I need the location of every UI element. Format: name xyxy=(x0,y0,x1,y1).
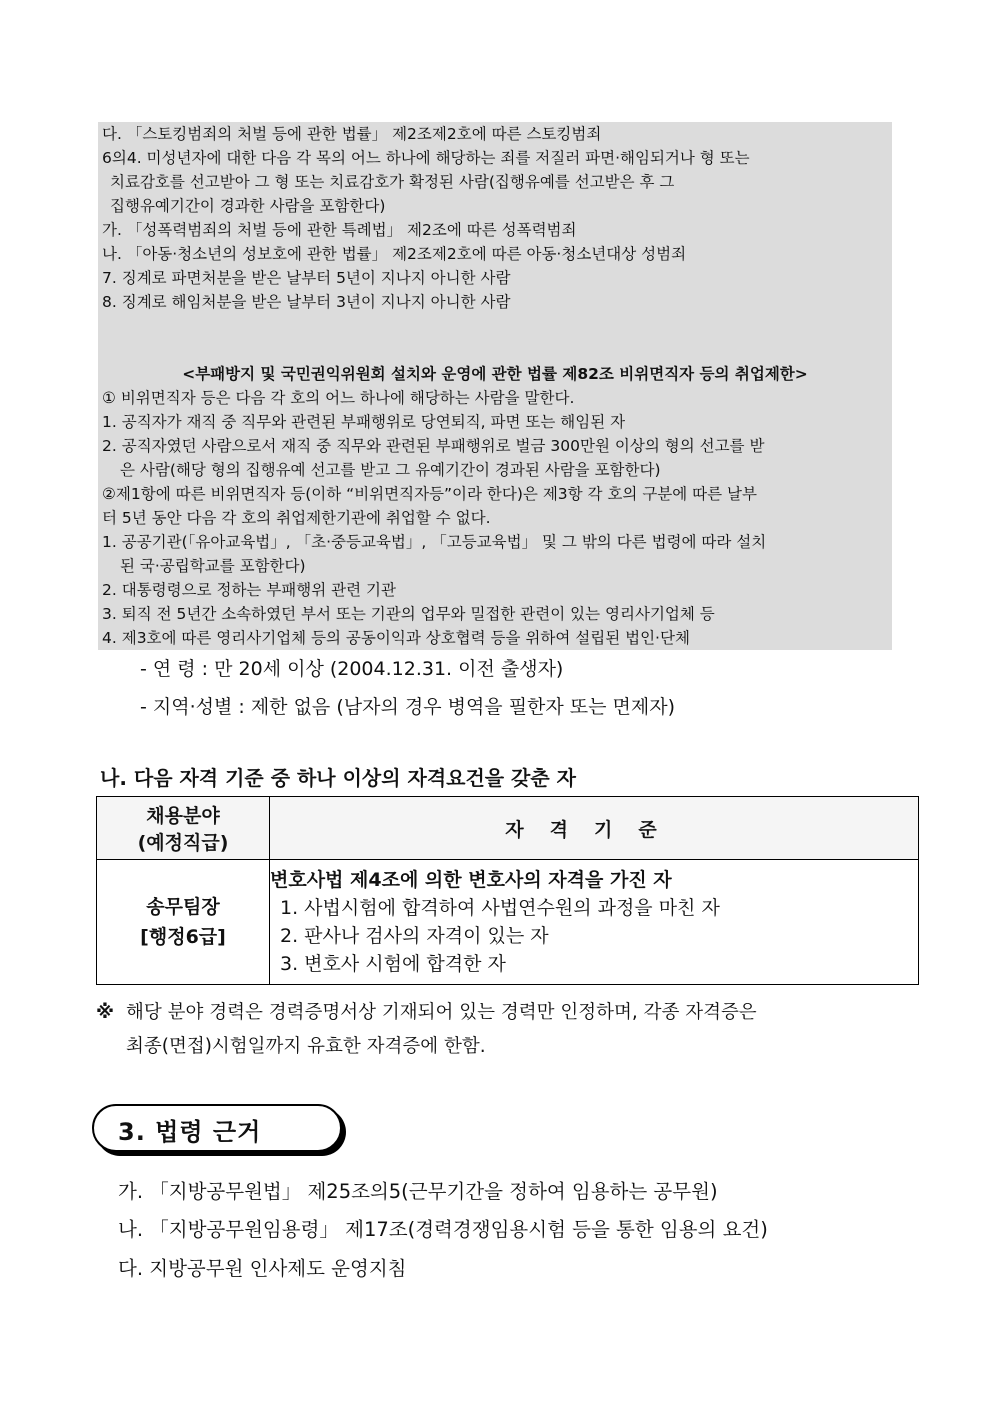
excerpt-line: 7. 징계로 파면처분을 받은 날부터 5년이 지나지 아니한 사람 xyxy=(102,269,511,287)
law-line: 3. 퇴직 전 5년간 소속하였던 부서 또는 기관의 업무와 밀접한 관련이 있는 영리사기업체 등 xyxy=(102,605,715,623)
excerpt-line: 집행유예기간이 경과한 사람을 포함한다) xyxy=(110,197,386,215)
criteria-item: 1. 사법시험에 합격하여 사법연수원의 과정을 마친 자 xyxy=(280,897,720,919)
law-line: 된 국·공립학교를 포함한다) xyxy=(120,557,306,575)
excerpt-line: 8. 징계로 해임처분을 받은 날부터 3년이 지나지 아니한 사람 xyxy=(102,293,511,311)
reference-mark-icon: ※ xyxy=(96,1002,114,1023)
law-line: 터 5년 동안 다음 각 호의 취업제한기관에 취업할 수 없다. xyxy=(102,509,491,527)
law-line: ① 비위면직자 등은 다음 각 호의 어느 하나에 해당하는 사람을 말한다. xyxy=(102,389,575,407)
excerpt-line: 다. 「스토킹범죄의 처벌 등에 관한 법률」 제2조제2호에 따른 스토킹범죄 xyxy=(102,125,602,143)
position-grade: [행정6급] xyxy=(140,926,226,948)
criteria-title: 변호사법 제4조에 의한 변호사의 자격을 가진 자 xyxy=(270,869,672,891)
age-requirement: - 연 령 : 만 20세 이상 (2004.12.31. 이전 출생자) xyxy=(140,658,564,680)
law-line: 1. 공직자가 재직 중 직무와 관련된 부패행위로 당연퇴직, 파면 또는 해임된 자 xyxy=(102,413,626,431)
region-gender-requirement: - 지역·성별 : 제한 없음 (남자의 경우 병역을 필한자 또는 면제자) xyxy=(140,696,676,718)
table-row xyxy=(97,860,919,985)
section-badge-label: 3. 법령 근거 xyxy=(118,1118,262,1146)
header-field-label: 채용분야 xyxy=(146,805,220,827)
excerpt-line: 6의4. 미성년자에 대한 다음 각 목의 어느 하나에 해당하는 죄를 저질러 파면·해임되거나 형 또는 xyxy=(102,149,750,167)
law-line: 2. 대통령령으로 정하는 부패행위 관련 기관 xyxy=(102,581,396,599)
qualification-heading: 나. 다음 자격 기준 중 하나 이상의 자격요건을 갖춘 자 xyxy=(100,766,576,790)
position-title: 송무팀장 xyxy=(146,896,220,918)
header-criteria-cell: 자격기준 xyxy=(270,797,919,860)
legal-basis-item: 가. 「지방공무원법」 제25조의5(근무기간을 정하여 임용하는 공무원) xyxy=(118,1180,718,1203)
position-cell xyxy=(97,860,270,985)
table-header-row xyxy=(97,797,919,860)
career-note xyxy=(96,996,916,1064)
law-line: 1. 공공기관(「유아교육법」, 「초·중등교육법」, 「고등교육법」 및 그 밖의 다른 법령에 따라 설치 xyxy=(102,533,767,551)
header-grade-label: (예정직급) xyxy=(137,832,229,854)
law-line: ②제1항에 따른 비위면직자 등(이하 “비위면직자등”이라 한다)은 제3항 각 호의 구분에 따른 날부 xyxy=(102,485,758,503)
law-line: 4. 제3호에 따른 영리사기업체 등의 공동이익과 상호협력 등을 위하여 설립된 법인·단체 xyxy=(102,629,690,647)
excerpt-line: 가. 「성폭력범죄의 처벌 등에 관한 특례법」 제2조에 따른 성폭력범죄 xyxy=(102,221,577,239)
excerpt-line: 나. 「아동·청소년의 성보호에 관한 법률」 제2조제2호에 따른 아동·청소년대상 성범죄 xyxy=(102,245,687,263)
legal-basis-item: 다. 지방공무원 인사제도 운영지침 xyxy=(118,1257,407,1280)
criteria-item: 3. 변호사 시험에 합격한 자 xyxy=(280,953,506,975)
criteria-cell xyxy=(270,860,919,985)
note-line: 최종(면접)시험일까지 유효한 자격증에 한함. xyxy=(126,1036,486,1057)
section-badge xyxy=(92,1104,342,1152)
qualification-table xyxy=(96,796,919,985)
excerpt-line: 치료감호를 선고받아 그 형 또는 치료감호가 확정된 사람(집행유예를 선고받은 후 그 xyxy=(110,173,675,191)
law-heading: <부패방지 및 국민권익위원회 설치와 운영에 관한 법률 제82조 비위면직자 등의 취업제한> xyxy=(182,365,808,383)
legal-basis-item: 나. 「지방공무원임용령」 제17조(경력경쟁임용시험 등을 통한 임용의 요건) xyxy=(118,1218,768,1241)
law-line: 2. 공직자였던 사람으로서 재직 중 직무와 관련된 부패행위로 벌금 300만원 이상의 형의 선고를 받 xyxy=(102,437,765,455)
law-line: 은 사람(해당 형의 집행유예 선고를 받고 그 유예기간이 경과된 사람을 포함한다) xyxy=(120,461,661,479)
law-excerpt-box xyxy=(98,122,892,650)
note-line: 해당 분야 경력은 경력증명서상 기재되어 있는 경력만 인정하며, 각종 자격증은 xyxy=(126,1002,757,1023)
header-field-cell xyxy=(97,797,270,860)
criteria-item: 2. 판사나 검사의 자격이 있는 자 xyxy=(280,925,549,947)
